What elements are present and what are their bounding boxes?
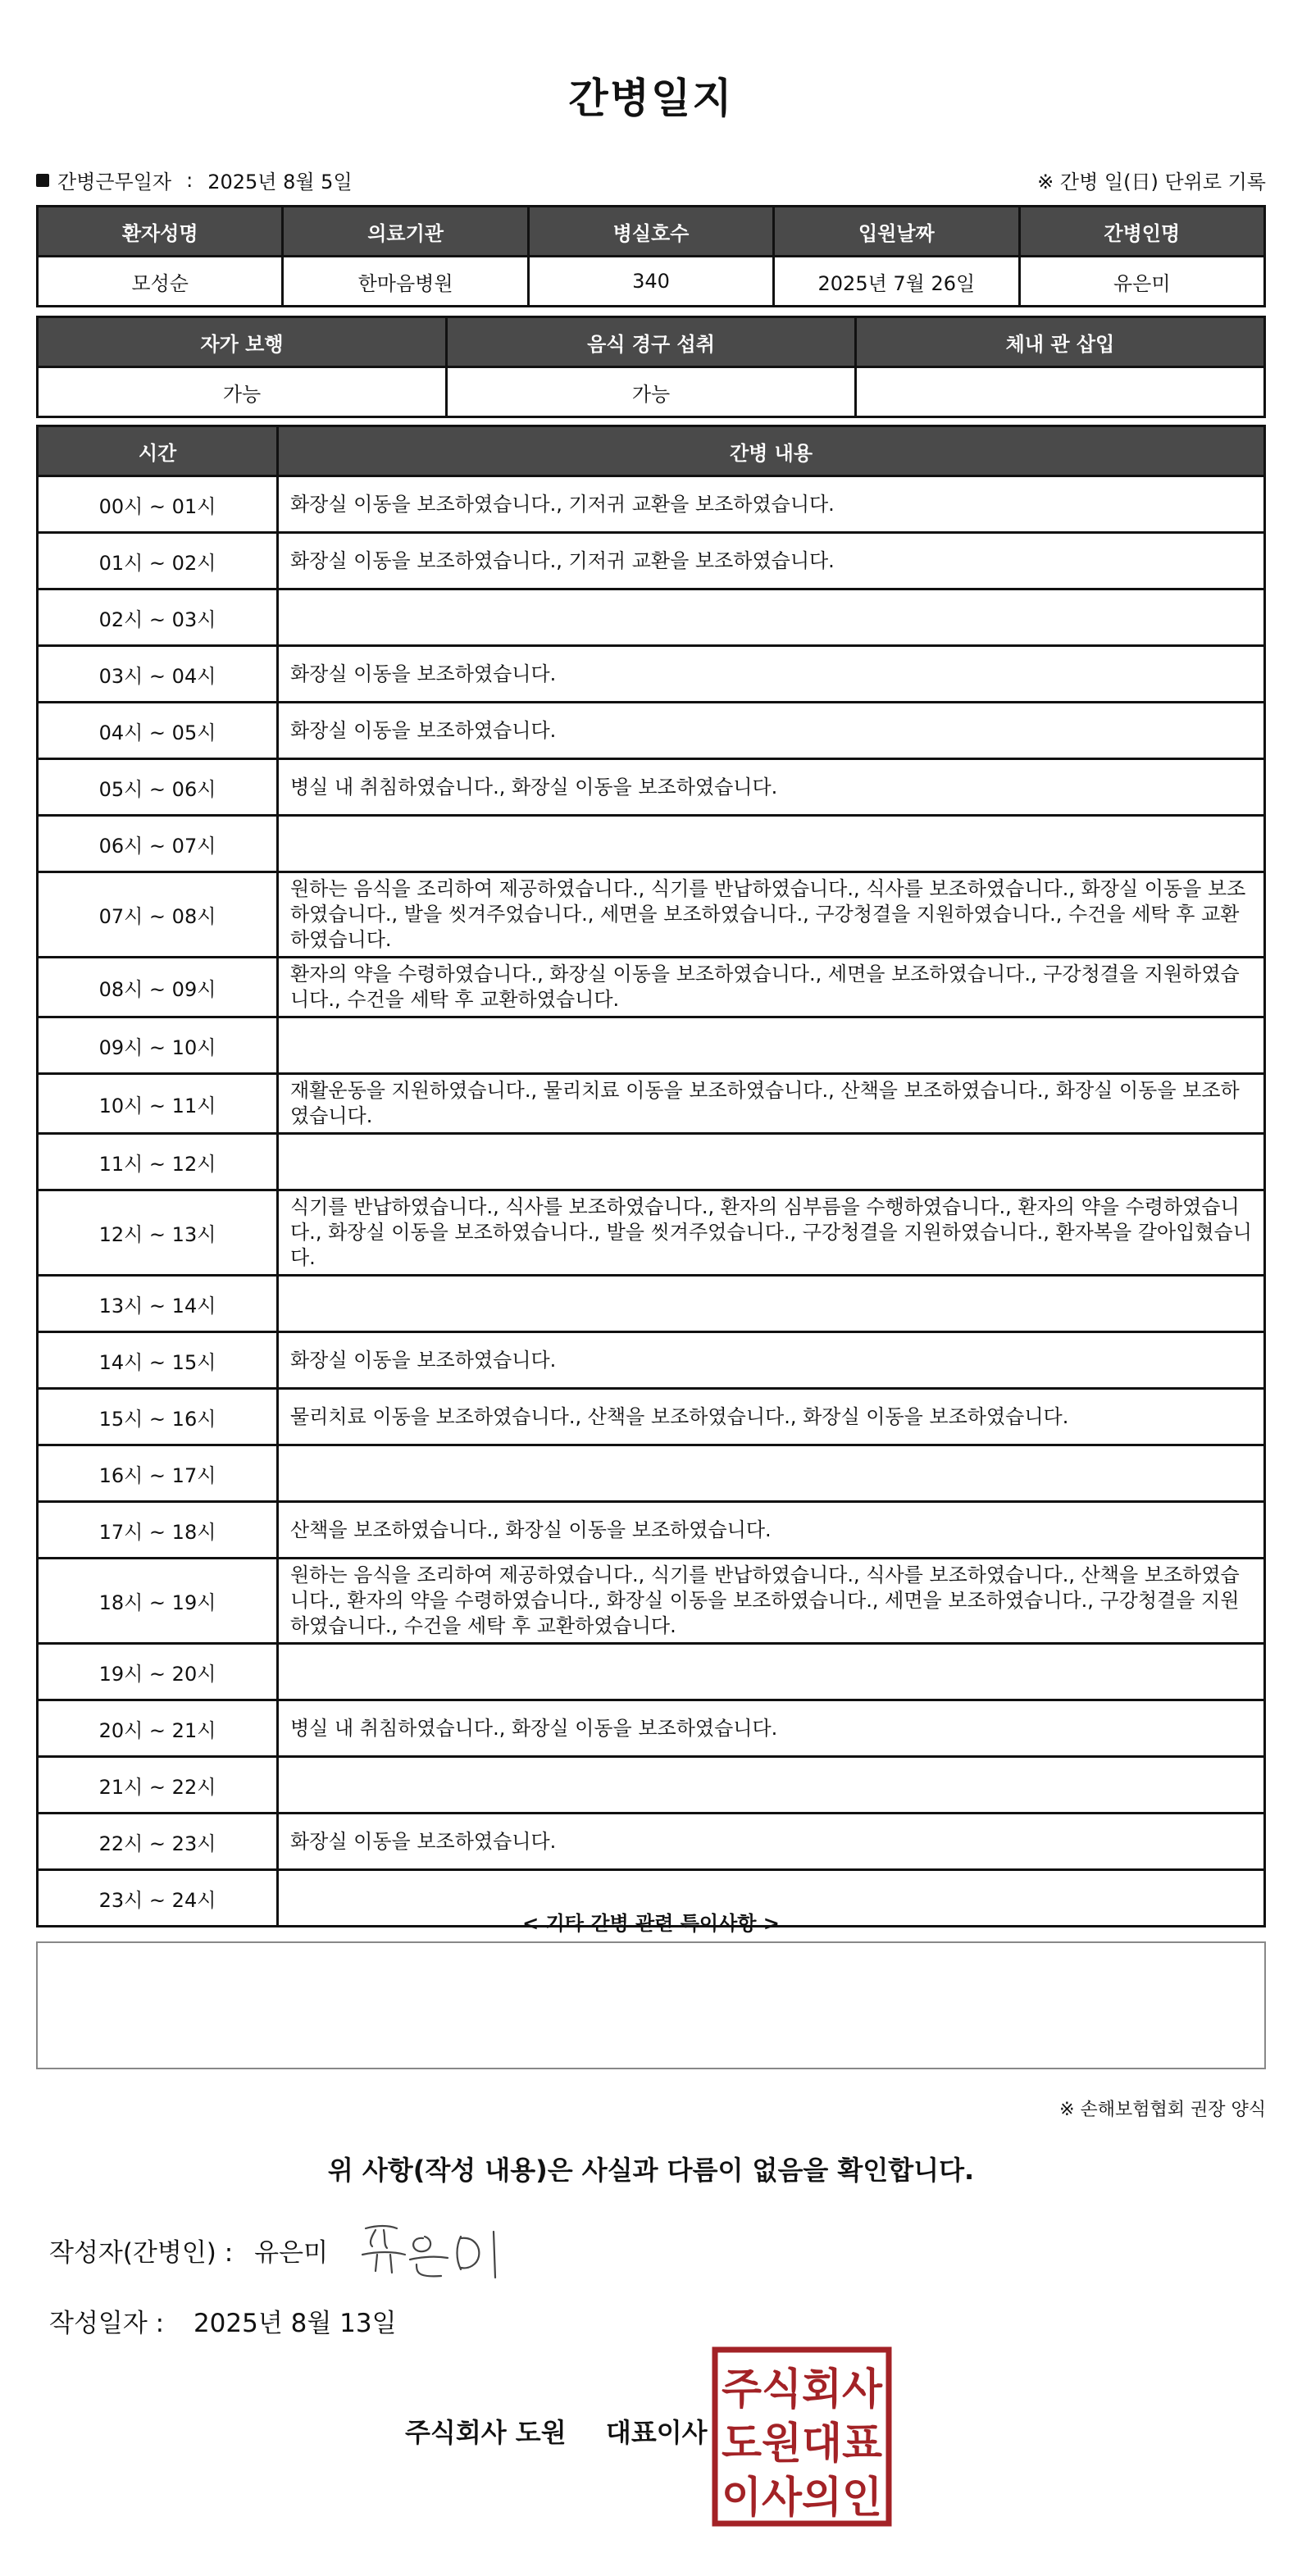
- time-cell: 04시 ~ 05시: [39, 703, 276, 758]
- writer-value: 유은미: [254, 2238, 329, 2268]
- care-content-cell: 화장실 이동을 보조하였습니다.: [279, 647, 1263, 701]
- time-cell: 02시 ~ 03시: [39, 590, 276, 644]
- care-content-cell: 산책을 보조하였습니다., 화장실 이동을 보조하였습니다.: [279, 1503, 1263, 1557]
- table-row: [39, 1390, 1263, 1444]
- table-row: [39, 1075, 1263, 1132]
- care-content-cell: [279, 1645, 1263, 1699]
- care-content-cell: 재활운동을 지원하였습니다., 물리치료 이동을 보조하였습니다., 산책을 보조하였습니다., 화장실 이동을 보조하였습니다.: [279, 1075, 1263, 1132]
- table-row: [39, 1018, 1263, 1072]
- table-row: [39, 1758, 1263, 1812]
- time-cell: 10시 ~ 11시: [39, 1075, 276, 1132]
- time-cell: 01시 ~ 02시: [39, 534, 276, 588]
- care-content-cell: 화장실 이동을 보조하였습니다.: [279, 1814, 1263, 1868]
- time-cell: 11시 ~ 12시: [39, 1135, 276, 1189]
- time-cell: 19시 ~ 20시: [39, 1645, 276, 1699]
- time-cell: 05시 ~ 06시: [39, 760, 276, 814]
- patient-name-value: 모성순: [39, 257, 281, 305]
- time-cell: 22시 ~ 23시: [39, 1814, 276, 1868]
- patient-info-table: [36, 205, 1266, 307]
- time-cell: 08시 ~ 09시: [39, 958, 276, 1016]
- table-row: [39, 873, 1263, 956]
- table-row: [39, 1503, 1263, 1557]
- care-content-cell: 병실 내 취침하였습니다., 화장실 이동을 보조하였습니다.: [279, 1701, 1263, 1755]
- write-date-row: [49, 2302, 397, 2339]
- care-content-header: 간병 내용: [279, 427, 1263, 475]
- handwritten-signature-icon: [359, 2214, 523, 2287]
- unit-note: ※ 간병 일(日) 단위로 기록: [1037, 171, 1266, 193]
- caregiver-header: 간병인명: [1021, 207, 1263, 255]
- company-name: 주식회사 도원: [405, 2417, 567, 2448]
- table-row: [39, 1446, 1263, 1500]
- caregiver-value: 유은미: [1021, 257, 1263, 305]
- admission-date-header: 입원날짜: [775, 207, 1017, 255]
- care-content-cell: [279, 1018, 1263, 1072]
- write-date-value: 2025년 8월 13일: [193, 2309, 397, 2338]
- svg-text:도원대표: 도원대표: [722, 2419, 882, 2469]
- work-date-value: 2025년 8월 5일: [207, 171, 353, 193]
- care-content-cell: 화장실 이동을 보조하였습니다.: [279, 703, 1263, 758]
- time-cell: 21시 ~ 22시: [39, 1758, 276, 1812]
- notes-title: < 기타 간병 관련 특이사항 >: [522, 1912, 780, 1935]
- admission-date-value: 2025년 7월 26일: [775, 257, 1017, 305]
- notes-box: [36, 1941, 1266, 2069]
- company-role: 대표이사: [605, 2417, 708, 2448]
- hospital-value: 한마음병원: [284, 257, 526, 305]
- company-line: [405, 2412, 708, 2450]
- table-row: [39, 590, 1263, 644]
- walking-header: 자가 보행: [39, 318, 445, 366]
- table-row: [39, 1814, 1263, 1868]
- care-content-cell: 환자의 약을 수령하였습니다., 화장실 이동을 보조하였습니다., 세면을 보조하였습니다., 구강청결을 지원하였습니다., 수건을 세탁 후 교환하였습니다.: [279, 958, 1263, 1016]
- table-row: [39, 958, 1263, 1016]
- table-row: [39, 647, 1263, 701]
- work-date-separator: :: [186, 168, 193, 192]
- care-log-table: [36, 425, 1266, 1927]
- care-content-cell: [279, 1758, 1263, 1812]
- care-content-cell: [279, 1446, 1263, 1500]
- time-cell: 12시 ~ 13시: [39, 1191, 276, 1274]
- care-content-cell: 물리치료 이동을 보조하였습니다., 산책을 보조하였습니다., 화장실 이동을 보조하였습니다.: [279, 1390, 1263, 1444]
- hospital-header: 의료기관: [284, 207, 526, 255]
- work-date-row: [36, 166, 353, 194]
- time-cell: 15시 ~ 16시: [39, 1390, 276, 1444]
- table-row: [39, 1277, 1263, 1331]
- work-date-label: 간병근무일자: [57, 171, 172, 193]
- tube-insertion-header: 체내 관 삽입: [857, 318, 1263, 366]
- table-row: [39, 1645, 1263, 1699]
- table-row: [39, 534, 1263, 588]
- patient-name-header: 환자성명: [39, 207, 281, 255]
- oral-intake-value: 가능: [448, 368, 854, 416]
- table-row: [39, 760, 1263, 814]
- time-header: 시간: [39, 427, 276, 475]
- time-cell: 20시 ~ 21시: [39, 1701, 276, 1755]
- walking-value: 가능: [39, 368, 445, 416]
- table-row: [39, 1135, 1263, 1189]
- table-row: [39, 1191, 1263, 1274]
- tube-insertion-value: [857, 368, 1263, 416]
- confirmation-statement: 위 사항(작성 내용)은 사실과 다름이 없음을 확인합니다.: [327, 2155, 975, 2186]
- table-row: [39, 1559, 1263, 1642]
- writer-label: 작성자(간병인) :: [49, 2238, 234, 2268]
- svg-text:이사의인: 이사의인: [722, 2474, 882, 2523]
- patient-status-table: [36, 316, 1266, 418]
- write-date-label: 작성일자 :: [49, 2309, 165, 2338]
- time-cell: 16시 ~ 17시: [39, 1446, 276, 1500]
- time-cell: 06시 ~ 07시: [39, 817, 276, 871]
- care-content-cell: 원하는 음식을 조리하여 제공하였습니다., 식기를 반납하였습니다., 식사를 보조하였습니다., 산책을 보조하였습니다., 환자의 약을 수령하였습니다., 화장실 이동을 보조하였습니다., 세면을 보조하였습니다., 구강청결을 지원하였습니다., 수건을 세탁 후 교환하였습니다.: [279, 1559, 1263, 1642]
- time-cell: 03시 ~ 04시: [39, 647, 276, 701]
- table-row: [39, 1333, 1263, 1387]
- room-value: 340: [530, 257, 772, 305]
- care-content-cell: 병실 내 취침하였습니다., 화장실 이동을 보조하였습니다.: [279, 760, 1263, 814]
- care-content-cell: 식기를 반납하였습니다., 식사를 보조하였습니다., 환자의 심부름을 수행하였습니다., 환자의 약을 수령하였습니다., 화장실 이동을 보조하였습니다., 발을 씻겨주었습니다., 구강청결을 지원하였습니다., 환자복을 갈아입혔습니다.: [279, 1191, 1263, 1274]
- time-cell: 07시 ~ 08시: [39, 873, 276, 956]
- company-seal-stamp-icon: [710, 2345, 894, 2528]
- time-cell: 23시 ~ 24시: [39, 1871, 276, 1925]
- table-row: [39, 703, 1263, 758]
- table-row: [39, 477, 1263, 531]
- page-title: 간병일지: [568, 75, 734, 122]
- writer-row: [49, 2232, 328, 2269]
- bullet-square-icon: [36, 174, 49, 187]
- care-content-cell: [279, 1135, 1263, 1189]
- care-content-cell: [279, 590, 1263, 644]
- time-cell: 09시 ~ 10시: [39, 1018, 276, 1072]
- oral-intake-header: 음식 경구 섭취: [448, 318, 854, 366]
- time-cell: 00시 ~ 01시: [39, 477, 276, 531]
- room-header: 병실호수: [530, 207, 772, 255]
- care-content-cell: 화장실 이동을 보조하였습니다., 기저귀 교환을 보조하였습니다.: [279, 477, 1263, 531]
- care-content-cell: [279, 817, 1263, 871]
- time-cell: 18시 ~ 19시: [39, 1559, 276, 1642]
- source-note: ※ 손해보험협회 권장 양식: [1059, 2100, 1266, 2120]
- time-cell: 17시 ~ 18시: [39, 1503, 276, 1557]
- table-row: [39, 1701, 1263, 1755]
- care-content-cell: 화장실 이동을 보조하였습니다.: [279, 1333, 1263, 1387]
- care-content-cell: [279, 1277, 1263, 1331]
- time-cell: 14시 ~ 15시: [39, 1333, 276, 1387]
- time-cell: 13시 ~ 14시: [39, 1277, 276, 1331]
- svg-text:주식회사: 주식회사: [722, 2365, 883, 2414]
- table-row: [39, 817, 1263, 871]
- care-content-cell: 화장실 이동을 보조하였습니다., 기저귀 교환을 보조하였습니다.: [279, 534, 1263, 588]
- care-content-cell: 원하는 음식을 조리하여 제공하였습니다., 식기를 반납하였습니다., 식사를 보조하였습니다., 화장실 이동을 보조하였습니다., 발을 씻겨주었습니다., 세면을 보조하였습니다., 구강청결을 지원하였습니다., 수건을 세탁 후 교환하였습니다.: [279, 873, 1263, 956]
